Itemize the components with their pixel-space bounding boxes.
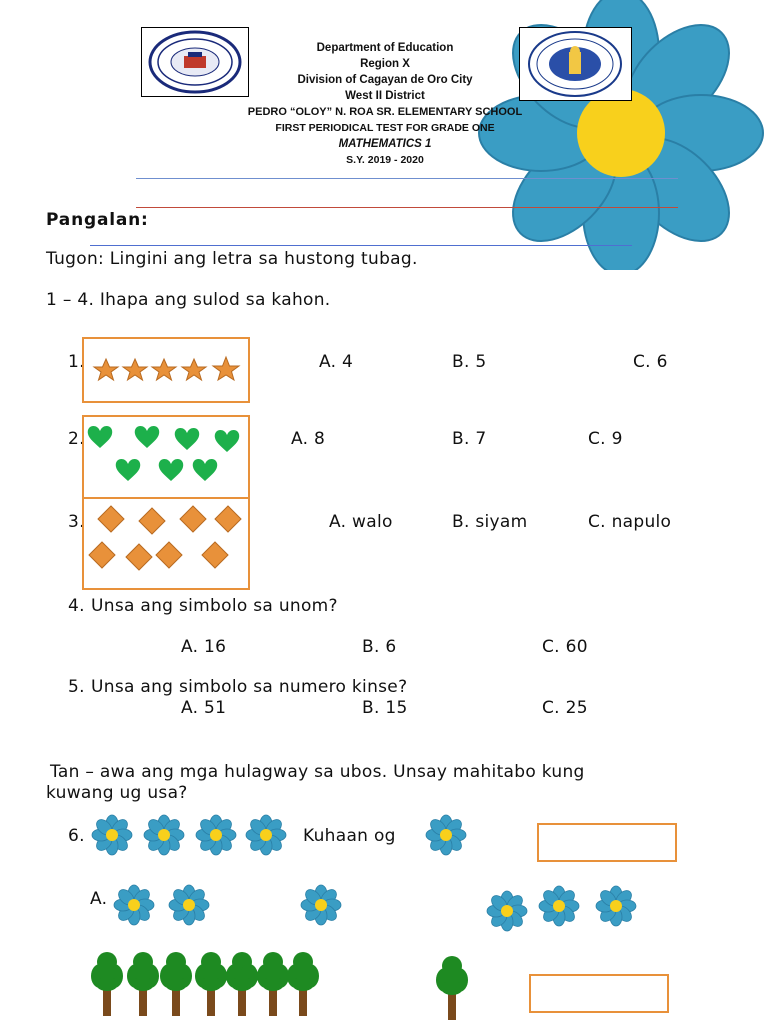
- q7-answer-box[interactable]: [529, 974, 669, 1013]
- header-line-district: West II District: [345, 90, 425, 102]
- heart-icon: [116, 459, 140, 481]
- header-rule-red: [136, 207, 678, 208]
- star-icon-group: [84, 339, 248, 401]
- q2-count-box: [82, 415, 250, 499]
- flower-icon: [596, 886, 636, 926]
- q6-choice-a-label[interactable]: A.: [90, 889, 108, 909]
- q2-number: 2.: [68, 429, 85, 449]
- q1-choice-c[interactable]: C. 6: [633, 352, 668, 372]
- q5-text: Unsa ang simbolo sa numero kinse?: [91, 677, 408, 697]
- flower-icon: [114, 885, 154, 925]
- section2-instruction-line1: Tan – awa ang mga hulagway sa ubos. Unsay mahitabo kung: [50, 762, 585, 782]
- tree-icon: [127, 952, 159, 1016]
- heart-icon: [159, 459, 183, 481]
- header-line-division: Division of Cagayan de Oro City: [297, 74, 473, 86]
- q4-number: 4.: [68, 596, 85, 616]
- flower-icon: [92, 815, 132, 855]
- header-line-school-year: S.Y. 2019 - 2020: [346, 154, 424, 166]
- tree-icon: [91, 952, 123, 1016]
- section1-title: 1 – 4. Ihapa ang sulod sa kahon.: [46, 290, 331, 310]
- section2-instruction-line2: kuwang ug usa?: [46, 783, 188, 803]
- q6-number: 6.: [68, 826, 85, 846]
- header-line-region: Region X: [360, 58, 410, 70]
- star-icon: [94, 359, 118, 380]
- tree-icon: [257, 952, 289, 1016]
- q1-choice-b[interactable]: B. 5: [452, 352, 487, 372]
- q5-choice-b[interactable]: B. 15: [362, 698, 408, 718]
- q6-flower-group: [84, 812, 294, 860]
- diamond-icon: [202, 542, 228, 568]
- diamond-icon: [139, 508, 165, 534]
- star-icon: [213, 357, 239, 380]
- instruction-text: Tugon: Lingini ang letra sa hustong tubag.: [46, 249, 418, 269]
- flower-icon: [169, 885, 209, 925]
- q3-choice-c[interactable]: C. napulo: [588, 512, 672, 532]
- q3-choice-b[interactable]: B. siyam: [452, 512, 528, 532]
- diamond-icon: [89, 542, 115, 568]
- q6-choice-a-flowers: [106, 881, 646, 933]
- header-block: [220, 40, 550, 168]
- q1-number: 1.: [68, 352, 85, 372]
- q1-choice-a[interactable]: A. 4: [319, 352, 354, 372]
- q4-choice-c[interactable]: C. 60: [542, 637, 588, 657]
- tree-icon: [160, 952, 192, 1016]
- diamond-icon: [156, 542, 182, 568]
- flower-icon: [487, 891, 527, 931]
- star-icon: [152, 359, 176, 380]
- header-rule-blue: [136, 178, 678, 179]
- heart-icon: [215, 430, 239, 452]
- tree-icon: [287, 952, 319, 1016]
- tree-icon: [436, 956, 468, 1020]
- diamond-icon: [126, 544, 152, 570]
- flower-icon: [144, 815, 184, 855]
- q5-choice-a[interactable]: A. 51: [181, 698, 227, 718]
- flower-icon: [246, 815, 286, 855]
- flower-icon: [426, 815, 466, 855]
- q7-tree-group: [86, 948, 326, 1020]
- q6-text: Kuhaan og: [303, 826, 396, 846]
- flower-icon: [196, 815, 236, 855]
- heart-icon: [193, 459, 217, 481]
- q5-choice-c[interactable]: C. 25: [542, 698, 588, 718]
- diamond-icon-group: [84, 499, 248, 588]
- q2-choice-b[interactable]: B. 7: [452, 429, 487, 449]
- header-line-test: FIRST PERIODICAL TEST FOR GRADE ONE: [275, 122, 495, 134]
- name-rule: [90, 245, 632, 246]
- flower-icon: [539, 886, 579, 926]
- q5-number: 5.: [68, 677, 85, 697]
- q3-choice-a[interactable]: A. walo: [329, 512, 393, 532]
- flower-icon: [301, 885, 341, 925]
- diamond-icon: [98, 506, 124, 532]
- q4-choice-b[interactable]: B. 6: [362, 637, 397, 657]
- heart-icon: [88, 426, 112, 448]
- star-icon: [182, 359, 206, 380]
- tree-icon: [226, 952, 258, 1016]
- q3-number: 3.: [68, 512, 85, 532]
- q2-choice-c[interactable]: C. 9: [588, 429, 623, 449]
- q3-count-box: [82, 497, 250, 590]
- heart-icon: [135, 426, 159, 448]
- q6-answer-box[interactable]: [537, 823, 677, 862]
- header-line-school: PEDRO “OLOY” N. ROA SR. ELEMENTARY SCHOOL: [247, 106, 523, 118]
- q7-take-tree: [430, 952, 474, 1024]
- q6-take-flower: [418, 812, 474, 860]
- diamond-icon: [215, 506, 241, 532]
- header-line-deped: Department of Education: [316, 42, 454, 54]
- heart-icon: [175, 428, 199, 450]
- q4-choice-a[interactable]: A. 16: [181, 637, 227, 657]
- q1-count-box: [82, 337, 250, 403]
- q2-choice-a[interactable]: A. 8: [291, 429, 326, 449]
- tree-icon: [195, 952, 227, 1016]
- diamond-icon: [180, 506, 206, 532]
- q4-text: Unsa ang simbolo sa unom?: [91, 596, 338, 616]
- header-line-subject: MATHEMATICS 1: [338, 138, 432, 150]
- name-label: Pangalan:: [46, 210, 149, 230]
- heart-icon-group: [84, 417, 248, 497]
- star-icon: [123, 359, 147, 380]
